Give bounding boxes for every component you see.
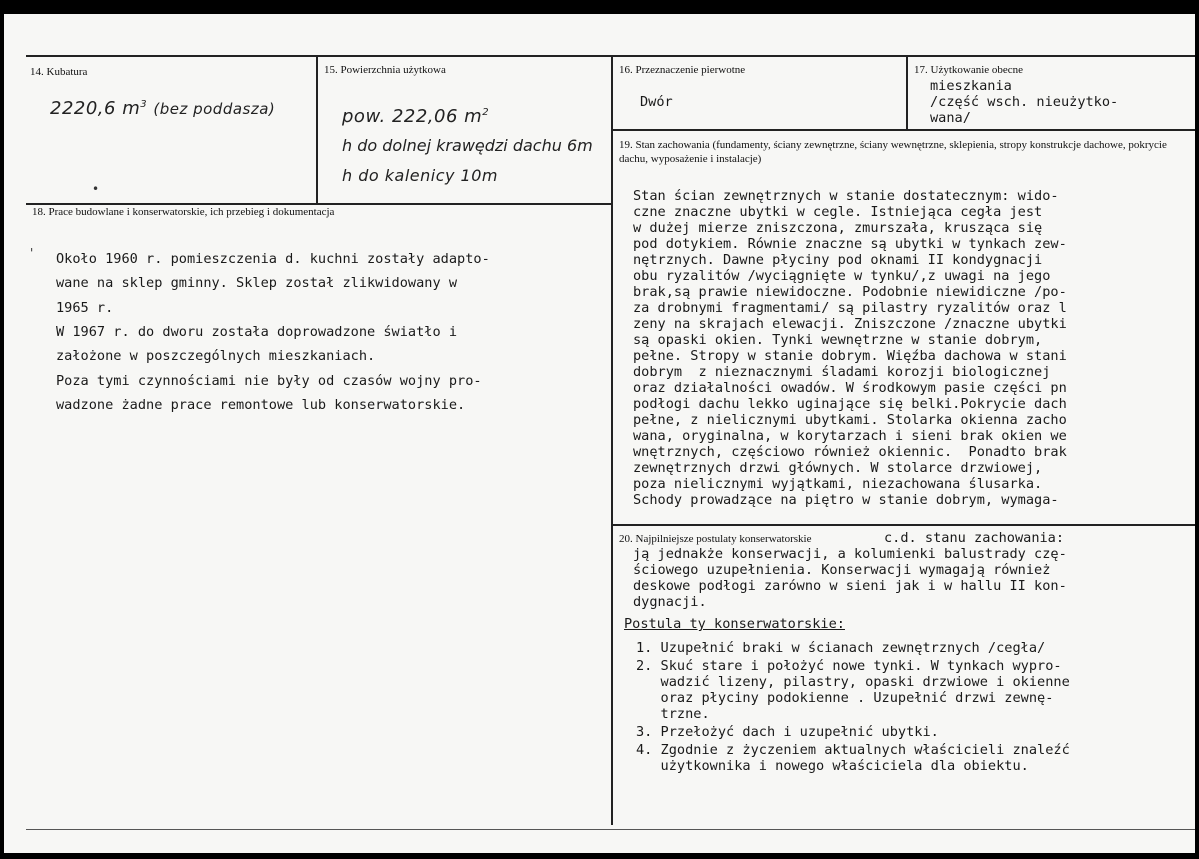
field-16-value: Dwór bbox=[640, 94, 673, 110]
postulates-heading: Postula ty konserwatorskie: bbox=[624, 616, 845, 632]
field-17-line-3: wana/ bbox=[930, 110, 971, 126]
postulate-4-line-2: użytkownika i nowego właściciela dla obiektu. bbox=[636, 758, 1029, 774]
field-19-line-6: obu ryzalitów /wyciągnięte w tynku/,z uwagi na jego bbox=[633, 268, 1051, 284]
postulate-2-line-1: 2. Skuć stare i położyć nowe tynki. W tynkach wypro- bbox=[636, 658, 1062, 674]
field-20-continuation: c.d. stanu zachowania: bbox=[884, 530, 1065, 546]
field-19-line-9: zeny na skrajach elewacji. Zniszczone /znaczne ubytki bbox=[633, 316, 1067, 332]
field-14-volume bbox=[50, 98, 275, 119]
field-19-line-15: pełne, z nielicznymi ubytkami. Stolarka okienna zacho bbox=[633, 412, 1067, 428]
field-20-line-1: ją jednakże konserwacji, a kolumienki balustrady czę- bbox=[633, 546, 1067, 562]
postulate-4-line-1: 4. Zgodnie z życzeniem aktualnych właścicieli znaleźć bbox=[636, 742, 1070, 758]
field-19-line-13: oraz działalności owadów. W środkowym pasie części pn bbox=[633, 380, 1067, 396]
volume-unit-sup: 3 bbox=[140, 99, 148, 110]
field-19-line-4: pod dotykiem. Równie znaczne są ubytki w tynkach zew- bbox=[633, 236, 1067, 252]
field-19-label: 19. Stan zachowania (fundamenty, ściany zewnętrzne, ściany wewnętrzne, sklepienia, stropy konstrukcje dachowe, pokrycie dachu, wyposażenie i instalacje) bbox=[619, 139, 1167, 165]
divider-15-16 bbox=[611, 55, 613, 825]
field-17-line-2: /część wsch. nieużytko- bbox=[930, 94, 1119, 110]
divider-16-17 bbox=[906, 55, 908, 131]
volume-value: 2220,6 m bbox=[50, 98, 141, 119]
field-20-label: 20. Najpilniejsze postulaty konserwatorskie bbox=[619, 533, 812, 545]
field-19-line-10: są opaski okien. Tynki wewnętrzne w stanie dobrym, bbox=[633, 332, 1043, 348]
postulate-3: 3. Przełożyć dach i uzupełnić ubytki. bbox=[636, 724, 939, 740]
field-18-line-2: wane na sklep gminny. Sklep został zlikwidowany w bbox=[56, 275, 458, 291]
field-14-label: 14. Kubatura bbox=[30, 66, 88, 78]
field-19-line-2: czne znaczne ubytki w cegle. Istniejąca cegła jest bbox=[633, 204, 1043, 220]
field-15-area bbox=[342, 106, 489, 127]
field-19-line-1: Stan ścian zewnętrznych w stanie dostatecznym: wido- bbox=[633, 188, 1059, 204]
postulate-2-line-2: wadzić lizeny, pilastry, opaski drzwiowe i okienne bbox=[636, 674, 1070, 690]
field-18-line-4: W 1967 r. do dworu została doprowadzone światło i bbox=[56, 324, 458, 340]
volume-note: (bez poddasza) bbox=[153, 100, 276, 118]
stray-dot-left: • bbox=[92, 182, 100, 196]
rule-16-19 bbox=[611, 129, 1195, 131]
field-18-line-6: Poza tymi czynnościami nie były od czasów wojny pro- bbox=[56, 373, 482, 389]
field-15-height-ridge: h do kalenicy 10m bbox=[342, 166, 498, 185]
field-18-line-3: 1965 r. bbox=[56, 300, 114, 316]
bottom-rule bbox=[26, 829, 1195, 830]
area-unit-sup: 2 bbox=[482, 107, 490, 118]
record-card bbox=[4, 14, 1195, 853]
field-19-line-19: poza nielicznymi wyjątkami, niezachowana ślusarka. bbox=[633, 476, 1043, 492]
rule-18 bbox=[26, 203, 613, 205]
field-19-line-12: dobrym z nieznacznymi śladami korozji biologicznej bbox=[633, 364, 1051, 380]
field-18-line-1: Około 1960 r. pomieszczenia d. kuchni zostały adapto- bbox=[56, 251, 490, 267]
field-19-line-3: w dużej mierze zniszczona, zmurszała, krusząca się bbox=[633, 220, 1043, 236]
field-18-line-7: wadzone żadne prace remontowe lub konserwatorskie. bbox=[56, 397, 466, 413]
stray-mark-left: ' bbox=[30, 246, 34, 260]
field-18-line-5: założone w poszczególnych mieszkaniach. bbox=[56, 348, 376, 364]
field-20-line-4: dygnacji. bbox=[633, 594, 707, 610]
area-value: pow. 222,06 m bbox=[342, 106, 483, 127]
field-16-label: 16. Przeznaczenie pierwotne bbox=[619, 64, 746, 76]
field-20-line-3: deskowe podłogi zarówno w sieni jak i w hallu II kon- bbox=[633, 578, 1067, 594]
field-19-line-8: za drobnymi fragmentami/ są pilastry ryzalitów oraz l bbox=[633, 300, 1067, 316]
field-20-line-2: ściowego uzupełnienia. Konserwacji wymagają również bbox=[633, 562, 1051, 578]
field-19-line-16: wana, oryginalna, w korytarzach i sieni brak okien we bbox=[633, 428, 1067, 444]
divider-14-15 bbox=[316, 55, 318, 205]
field-15-label: 15. Powierzchnia użytkowa bbox=[324, 64, 446, 76]
field-17-line-1: mieszkania bbox=[930, 78, 1012, 94]
postulate-2-line-4: trzne. bbox=[636, 706, 710, 722]
postulate-1: 1. Uzupełnić braki w ścianach zewnętrznych /cegła/ bbox=[636, 640, 1046, 656]
field-18-label: 18. Prace budowlane i konserwatorskie, ich przebieg i dokumentacja bbox=[32, 206, 335, 218]
field-19-line-11: pełne. Stropy w stanie dobrym. Więźba dachowa w stani bbox=[633, 348, 1067, 364]
postulate-2-line-3: oraz płyciny podokienne . Uzupełnić drzwi zewnę- bbox=[636, 690, 1054, 706]
field-15-height-eaves: h do dolnej krawędzi dachu 6m bbox=[342, 136, 593, 155]
field-17-label: 17. Użytkowanie obecne bbox=[914, 64, 1024, 76]
field-19-line-5: nętrznych. Dawne płyciny pod oknami II kondygnacji bbox=[633, 252, 1043, 268]
field-19-line-20: Schody prowadzące na piętro w stanie dobrym, wymaga- bbox=[633, 492, 1059, 508]
field-19-line-18: zewnętrznych drzwi głównych. W stolarce drzwiowej, bbox=[633, 460, 1043, 476]
field-19-line-14: podłogi dachu lekko uginające się belki.Pokrycie dach bbox=[633, 396, 1067, 412]
field-19-line-7: brak,są prawie niewidoczne. Podobnie niewidiczne /po- bbox=[633, 284, 1067, 300]
field-19-line-17: wnętrznych, częściowo również okiennic. Ponadto brak bbox=[633, 444, 1067, 460]
rule-19-20 bbox=[611, 524, 1195, 526]
